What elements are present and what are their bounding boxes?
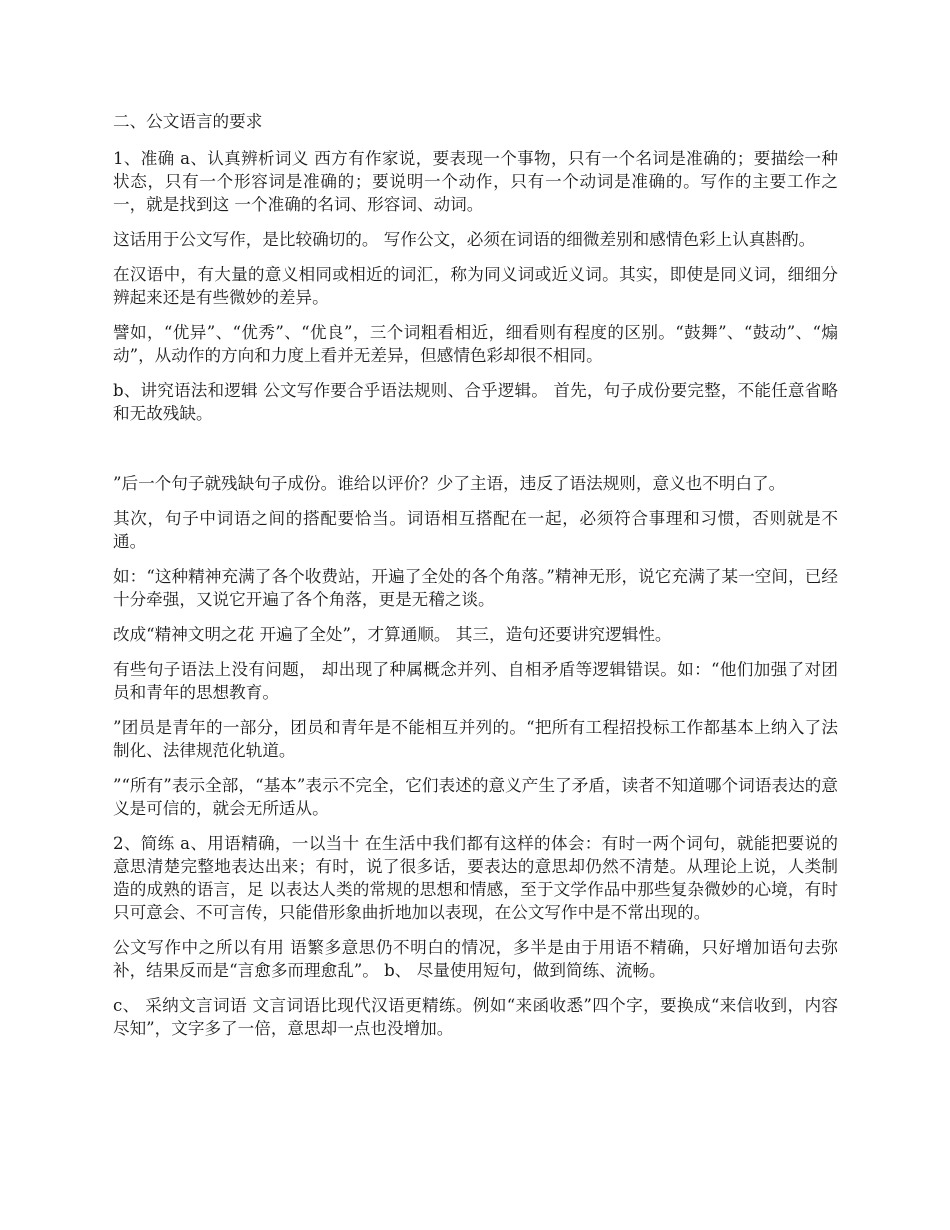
paragraph-wordiness: 公文写作中之所以有用 语繁多意思仍不明白的情况，多半是由于用语不精确，只好增加语句去弥补，结果反而是“言愈多而理愈乱”。 b、 尽量使用短句，做到简练、流畅。 (113, 938, 838, 980)
paragraph-example-words: 譬如，“优异”、“优秀”、“优良”，三个词粗看相近，细看则有程度的区别。“鼓舞”、“鼓动”、“煽动”，从动作的方向和力度上看并无差异，但感情色彩却很不相同。 (113, 323, 838, 365)
paragraph-collocation: 其次，句子中词语之间的搭配要恰当。词语相互搭配在一起，必须符合事理和习惯，否则就是不通。 (113, 509, 838, 551)
blank-gap (113, 437, 838, 472)
paragraph-grammar-logic: b、讲究语法和逻辑 公文写作要合乎语法规则、合乎逻辑。 首先，句子成份要完整，不能任意省略和无故残缺。 (113, 381, 838, 423)
document-page (113, 110, 838, 1052)
paragraph-logic-errors: 有些句子语法上没有问题， 却出现了种属概念并列、自相矛盾等逻辑错误。如：“他们加强了对团员和青年的思想教育。 (113, 660, 838, 702)
paragraph-synonyms: 在汉语中，有大量的意义相同或相近的词汇，称为同义词或近义词。其实，即使是同义词，细细分辨起来还是有些微妙的差异。 (113, 265, 838, 307)
paragraph-accuracy: 1、准确 a、认真辨析词义 西方有作家说，要表现一个事物，只有一个名词是准确的；要描绘一种状态，只有一个形容词是准确的；要说明一个动作，只有一个动词是准确的。写作的主要工作之一，就是找到这 一个准确的名词、形容词、动词。 (113, 149, 838, 214)
paragraph-correction: 改成“精神文明之花 开遍了全处”，才算通顺。 其三，造句还要讲究逻辑性。 (113, 625, 672, 644)
section-heading: 二、公文语言的要求 (113, 112, 263, 131)
paragraph-classical-words: c、 采纳文言词语 文言词语比现代汉语更精练。例如“来函收悉”四个字，要换成“来信收到，内容尽知”，文字多了一倍，意思却一点也没增加。 (113, 996, 838, 1038)
paragraph-missing-subject: ”后一个句子就残缺句子成份。谁给以评价？少了主语，违反了语法规则，意义也不明白了。 (113, 474, 786, 493)
paragraph-concise: 2、简练 a、用语精确，一以当十 在生活中我们都有这样的体会：有时一两个词句，就能把要说的意思清楚完整地表达出来；有时，说了很多话，要表达的意思却仍然不清楚。从理论上说，人类制造的成熟的语言，足 以表达人类的常规的思想和情感，至于文学作品中那些复杂微妙的心境，有时只可意会、不可言传，只能借形象曲折地加以表现，在公文写作中是不常出现的。 (113, 834, 838, 922)
paragraph-members-youth: ”团员是青年的一部分，团员和青年是不能相互并列的。“把所有工程招投标工作都基本上纳入了法制化、法律规范化轨道。 (113, 718, 838, 760)
paragraph-spirit-example: 如：“这种精神充满了各个收费站，开遍了全处的各个角落。”精神无形，说它充满了某一空间，已经十分牵强，又说它开遍了各个角落，更是无稽之谈。 (113, 567, 838, 609)
paragraph-contradiction: ”“所有”表示全部，“基本”表示不完全，它们表述的意义产生了矛盾，读者不知道哪个词语表达的意义是可信的，就会无所适从。 (113, 776, 838, 818)
paragraph-remark: 这话用于公文写作，是比较确切的。 写作公文，必须在词语的细微差别和感情色彩上认真斟酌。 (113, 230, 816, 249)
